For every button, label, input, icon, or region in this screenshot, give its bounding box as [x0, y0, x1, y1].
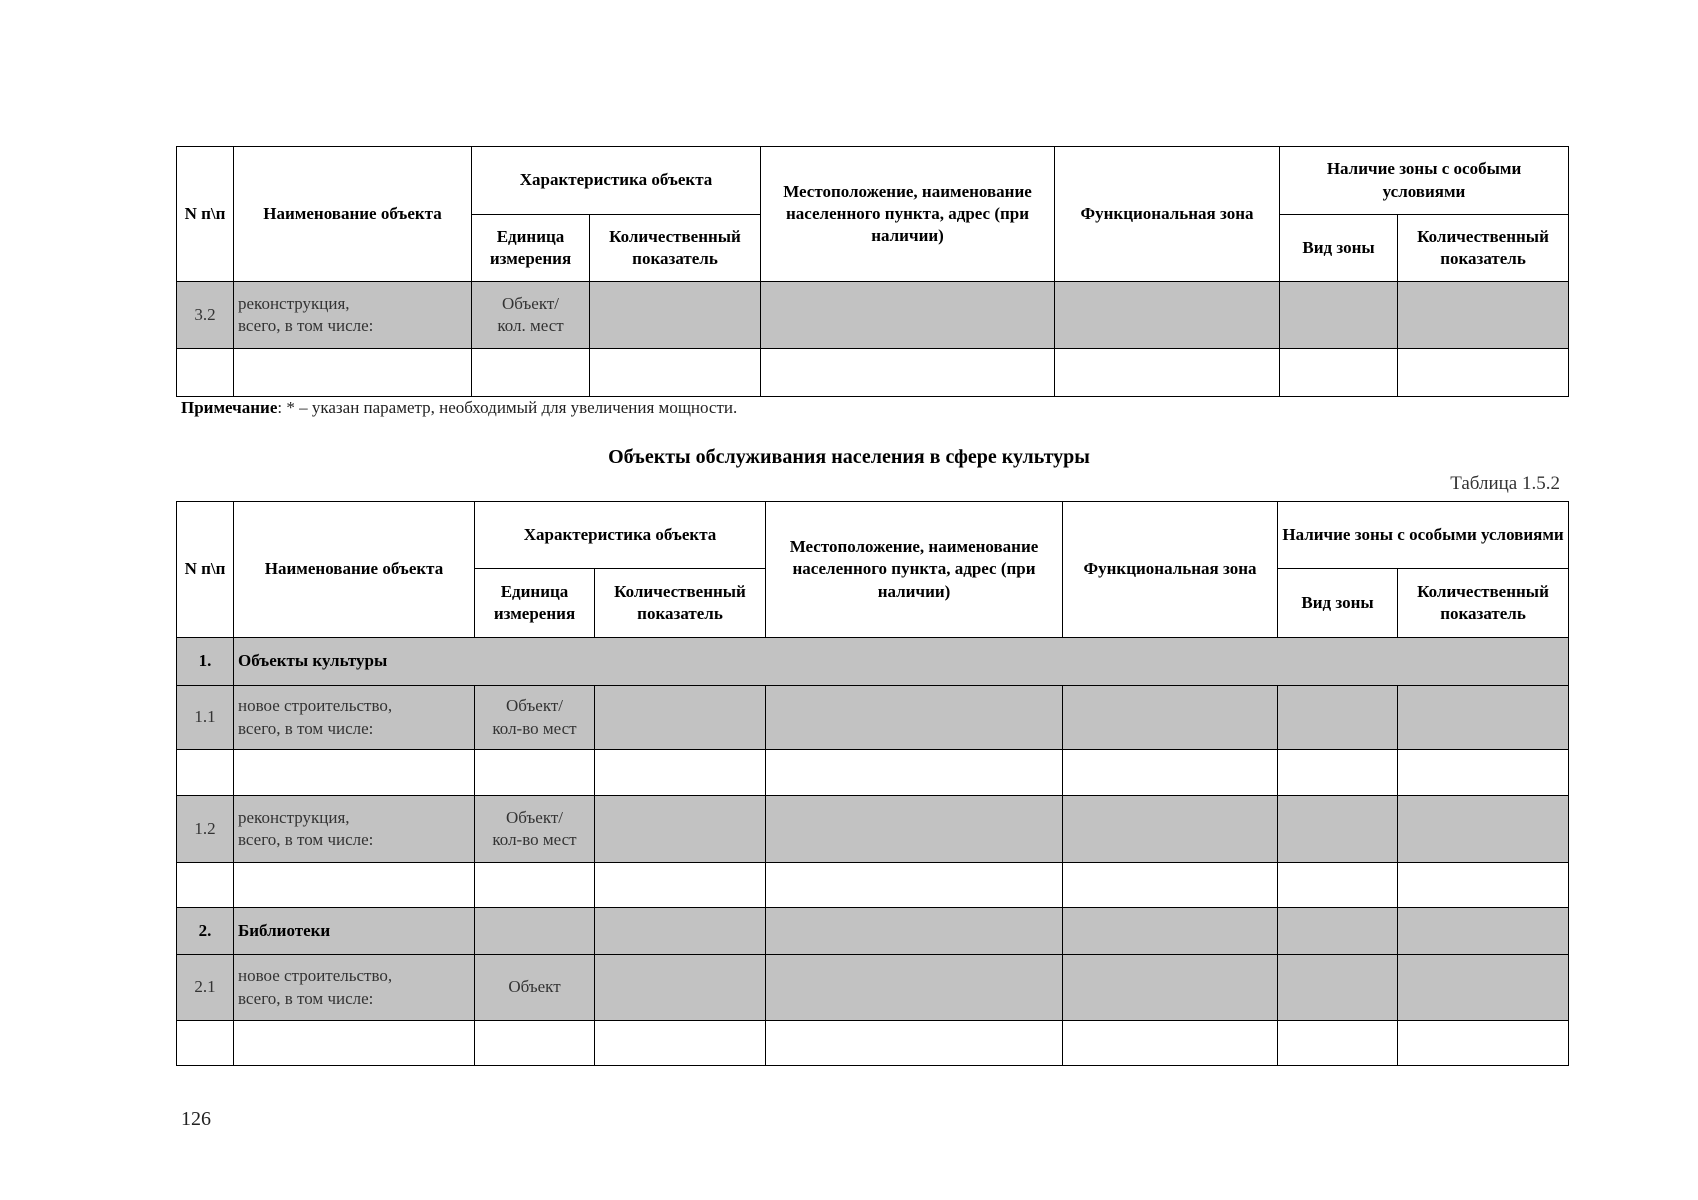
table-row — [177, 750, 1569, 796]
row-quantity — [590, 282, 761, 349]
row-number: 1.1 — [177, 686, 234, 750]
row-number: 1.2 — [177, 796, 234, 863]
objects-table-top — [176, 146, 1569, 397]
row-unit: Объект/ кол-во мест — [475, 796, 595, 863]
table-row — [177, 955, 1569, 1021]
row-unit: Объект/ кол. мест — [472, 282, 590, 349]
row-zone-quantity — [1398, 282, 1569, 349]
header-name: Наименование объекта — [234, 147, 472, 282]
header-num: N п\п — [177, 147, 234, 282]
row-name: реконструкция, всего, в том числе: — [234, 282, 472, 349]
row-name: новое строительство, всего, в том числе: — [234, 955, 475, 1021]
row-name: реконструкция, всего, в том числе: — [234, 796, 475, 863]
header-unit: Единица измерения — [472, 215, 590, 282]
table-row — [177, 349, 1569, 397]
section-name: Библиотеки — [234, 908, 475, 955]
section-number: 2. — [177, 908, 234, 955]
header-name: Наименование объекта — [234, 502, 475, 638]
header-zone-type: Вид зоны — [1278, 569, 1398, 638]
header-location: Местоположение, наименование населенного пункта, адрес (при наличии) — [766, 502, 1063, 638]
table-row — [177, 1021, 1569, 1066]
header-unit: Единица измерения — [475, 569, 595, 638]
row-unit: Объект — [475, 955, 595, 1021]
row-name: новое строительство, всего, в том числе: — [234, 686, 475, 750]
note: Примечание: * – указан параметр, необходимый для увеличения мощности. — [181, 398, 738, 417]
header-quantity: Количественный показатель — [595, 569, 766, 638]
table-number: Таблица 1.5.2 — [1450, 473, 1560, 494]
row-functional-zone — [1055, 282, 1280, 349]
row-location — [761, 282, 1055, 349]
header-num: N п\п — [177, 502, 234, 638]
row-unit: Объект/ кол-во мест — [475, 686, 595, 750]
header-functional-zone: Функциональная зона — [1063, 502, 1278, 638]
header-location: Местоположение, наименование населенного пункта, адрес (при наличии) — [761, 147, 1055, 282]
section-row — [177, 908, 1569, 955]
header-special-zone: Наличие зоны с особыми условиями — [1278, 502, 1569, 569]
section-row — [177, 638, 1569, 686]
section-number: 1. — [177, 638, 234, 686]
table-row — [177, 282, 1569, 349]
page-number: 126 — [181, 1108, 211, 1130]
section-name: Объекты культуры — [234, 638, 1569, 686]
header-special-zone: Наличие зоны с особыми условиями — [1280, 147, 1569, 215]
section-title: Объекты обслуживания населения в сфере культуры — [608, 446, 1090, 468]
header-zone-quantity: Количественный показатель — [1398, 215, 1569, 282]
culture-objects-table — [176, 501, 1569, 1066]
header-zone-quantity: Количественный показатель — [1398, 569, 1569, 638]
table-row — [177, 686, 1569, 750]
header-zone-type: Вид зоны — [1280, 215, 1398, 282]
header-characteristic: Характеристика объекта — [472, 147, 761, 215]
header-quantity: Количественный показатель — [590, 215, 761, 282]
row-zone-type — [1280, 282, 1398, 349]
header-functional-zone: Функциональная зона — [1055, 147, 1280, 282]
row-number: 2.1 — [177, 955, 234, 1021]
table-row — [177, 863, 1569, 908]
header-characteristic: Характеристика объекта — [475, 502, 766, 569]
table-row — [177, 796, 1569, 863]
row-number: 3.2 — [177, 282, 234, 349]
